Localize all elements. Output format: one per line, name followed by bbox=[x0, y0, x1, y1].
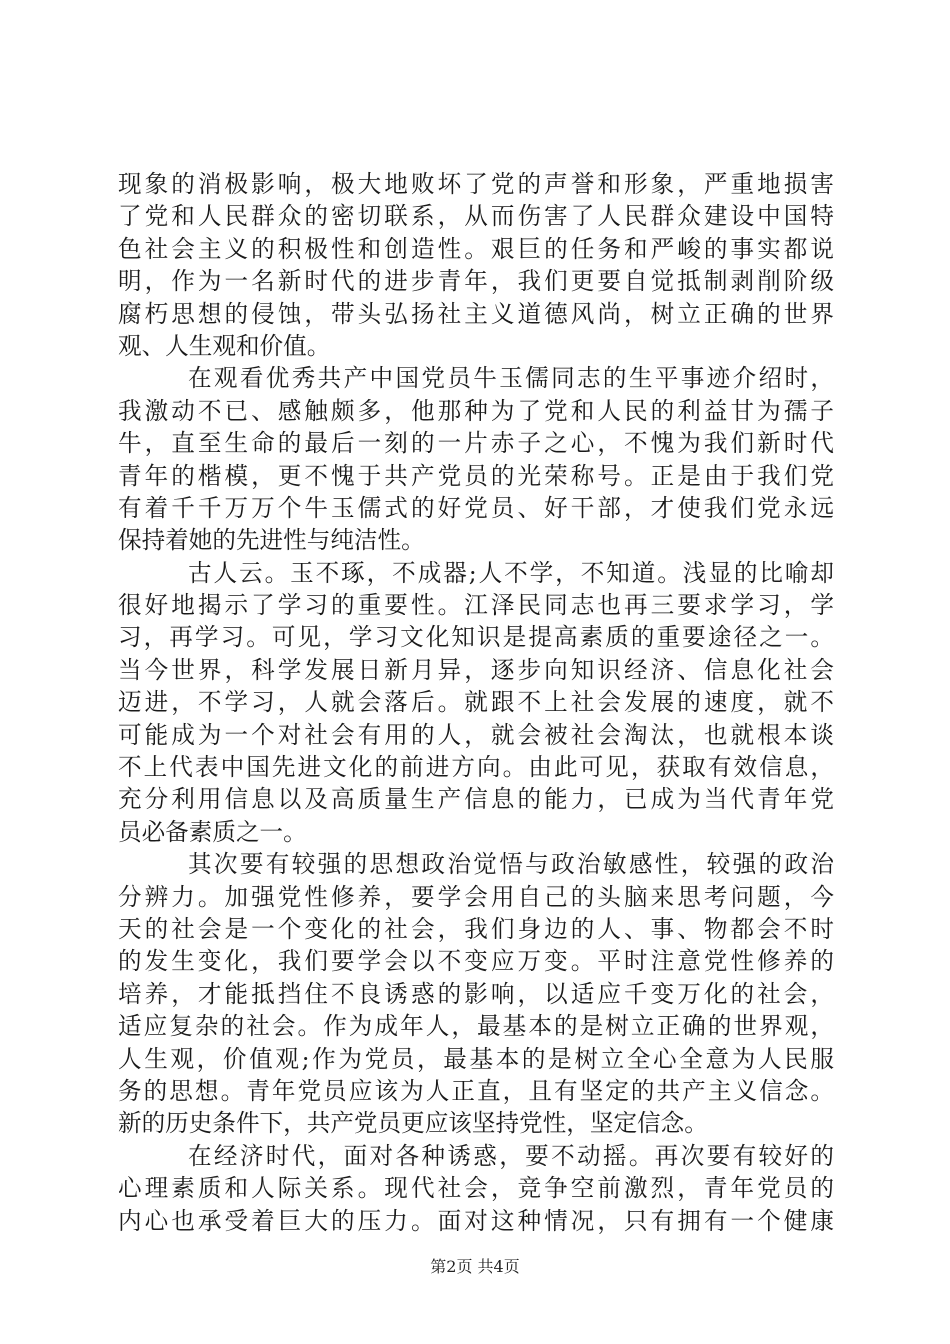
text-line: 腐朽思想的侵蚀，带头弘扬社主义道德风尚，树立正确的世界 bbox=[118, 299, 834, 328]
text-line: 观、人生观和价值。 bbox=[118, 331, 331, 360]
text-line: 保持着她的先进性与纯洁性。 bbox=[118, 526, 425, 555]
paragraph-first-line: 其次要有较强的思想政治觉悟与政治敏感性，较强的政治 bbox=[188, 850, 834, 879]
text-line: 天的社会是一个变化的社会，我们身边的人、事、物都会不时 bbox=[118, 914, 834, 943]
text-line: 牛，直至生命的最后一刻的一片赤子之心，不愧为我们新时代 bbox=[118, 429, 834, 458]
text-line: 务的思想。青年党员应该为人正直，且有坚定的共产主义信念。 bbox=[118, 1076, 834, 1105]
text-line: 色社会主义的积极性和创造性。艰巨的任务和严峻的事实都说 bbox=[118, 234, 834, 263]
page-number-indicator: 第2页 共4页 bbox=[430, 1257, 520, 1276]
text-line: 习，再学习。可见，学习文化知识是提高素质的重要途径之一。 bbox=[118, 623, 834, 652]
text-line: 人生观，价值观;作为党员，最基本的是树立全心全意为人民服 bbox=[118, 1044, 834, 1073]
text-line: 心理素质和人际关系。现代社会，竞争空前激烈，青年党员的 bbox=[118, 1174, 834, 1203]
page-footer bbox=[0, 1257, 950, 1277]
text-line: 迈进，不学习，人就会落后。就跟不上社会发展的速度，就不 bbox=[118, 688, 834, 717]
text-line: 我激动不已、感触颇多，他那种为了党和人民的利益甘为孺子 bbox=[118, 396, 834, 425]
paragraph-first-line: 古人云。玉不琢，不成器;人不学，不知道。浅显的比喻却 bbox=[188, 558, 834, 587]
text-line: 适应复杂的社会。作为成年人，最基本的是树立正确的世界观， bbox=[118, 1012, 834, 1041]
text-line: 了党和人民群众的密切联系，从而伤害了人民群众建设中国特 bbox=[118, 202, 834, 231]
text-line: 可能成为一个对社会有用的人，就会被社会淘汰，也就根本谈 bbox=[118, 720, 834, 749]
text-line: 员必备素质之一。 bbox=[118, 817, 307, 846]
text-line: 充分利用信息以及高质量生产信息的能力，已成为当代青年党 bbox=[118, 785, 834, 814]
body-text bbox=[118, 168, 834, 1237]
text-line: 当今世界，科学发展日新月异，逐步向知识经济、信息化社会 bbox=[118, 655, 834, 684]
text-line: 培养，才能抵挡住不良诱惑的影响，以适应千变万化的社会， bbox=[118, 979, 834, 1008]
text-line: 新的历史条件下，共产党员更应该坚持党性，坚定信念。 bbox=[118, 1109, 708, 1138]
text-line: 很好地揭示了学习的重要性。江泽民同志也再三要求学习，学 bbox=[118, 591, 834, 620]
text-line: 青年的楷模，更不愧于共产党员的光荣称号。正是由于我们党 bbox=[118, 461, 834, 490]
text-line: 现象的消极影响，极大地败坏了党的声誉和形象，严重地损害 bbox=[118, 170, 834, 198]
text-line: 不上代表中国先进文化的前进方向。由此可见，获取有效信息， bbox=[118, 753, 834, 782]
paragraph-first-line: 在观看优秀共产中国党员牛玉儒同志的生平事迹介绍时， bbox=[188, 364, 834, 393]
paragraph-first-line: 在经济时代，面对各种诱惑，要不动摇。再次要有较好的 bbox=[188, 1141, 834, 1170]
text-line: 内心也承受着巨大的压力。面对这种情况，只有拥有一个健康 bbox=[118, 1206, 834, 1235]
text-line: 分辨力。加强党性修养，要学会用自己的头脑来思考问题，今 bbox=[118, 882, 834, 911]
text-line: 的发生变化，我们要学会以不变应万变。平时注意党性修养的 bbox=[118, 947, 834, 976]
text-line: 有着千千万万个牛玉儒式的好党员、好干部，才使我们党永远 bbox=[118, 493, 834, 522]
text-line: 明，作为一名新时代的进步青年，我们更要自觉抵制剥削阶级 bbox=[118, 267, 834, 296]
